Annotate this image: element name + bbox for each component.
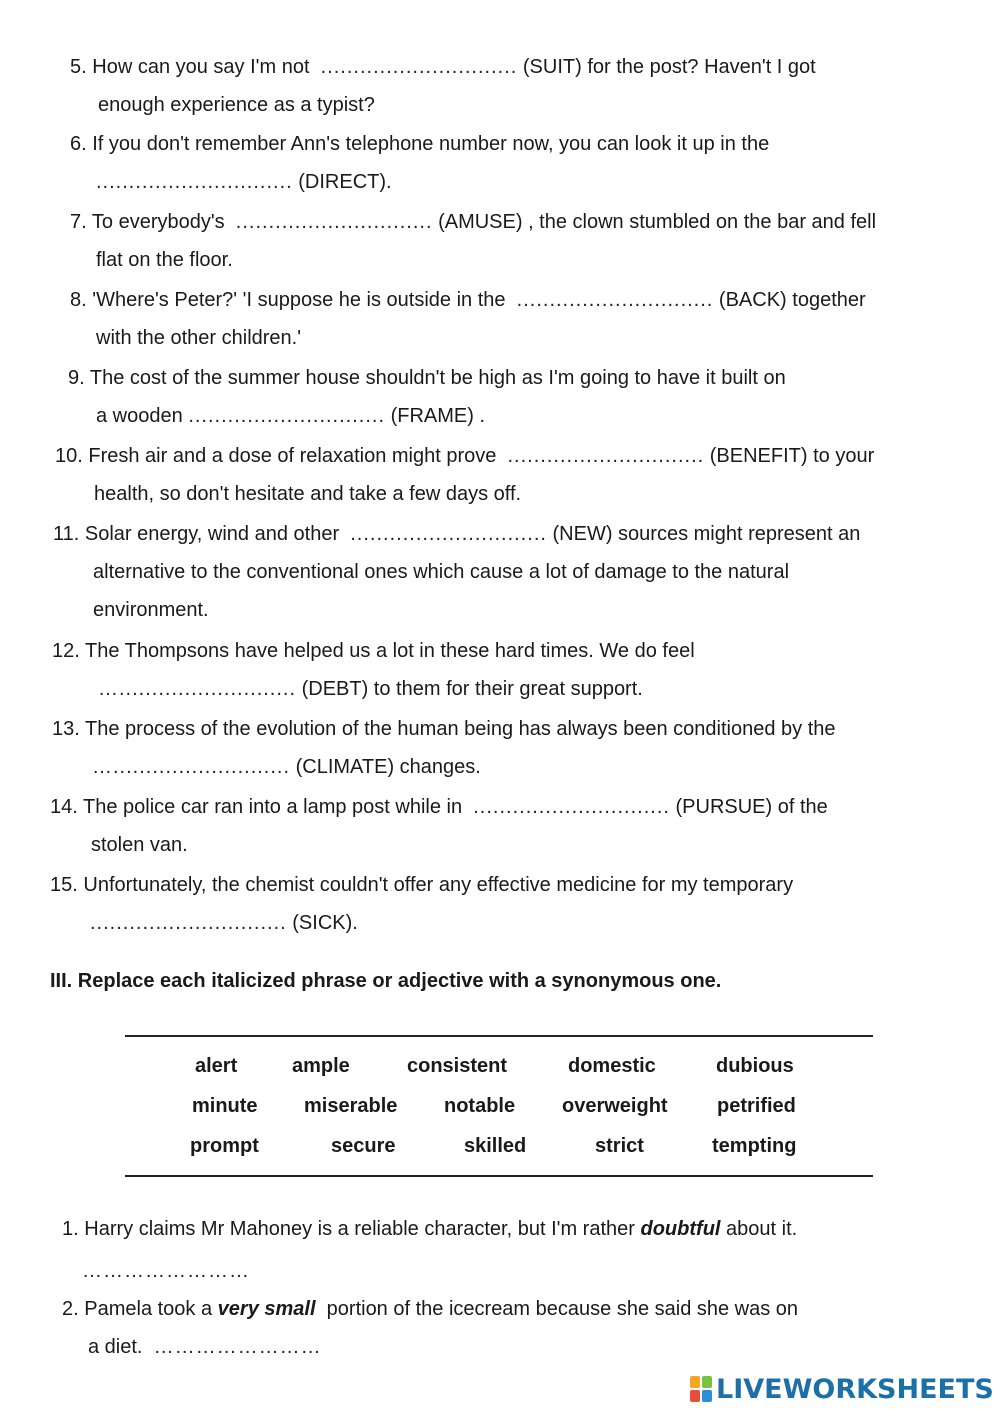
question-hint: (NEW) sources might represent an [552, 523, 861, 545]
question-text: Pamela took a [84, 1298, 213, 1320]
answer-blank[interactable]: .............................. [516, 289, 714, 311]
question-hint: (AMUSE) , the clown stumbled on the bar and fell [438, 211, 877, 233]
word-bank-item: ample [292, 1055, 350, 1077]
question-number: 15. [50, 874, 78, 896]
question-text: portion of the icecream because she said she was on [326, 1298, 799, 1320]
answer-blank[interactable]: …........................... [92, 756, 291, 778]
question-continuation: alternative to the conventional ones which cause a lot of damage to the natural [93, 561, 790, 583]
question-hint: (DEBT) to them for their great support. [301, 678, 643, 700]
question-text: 'Where's Peter?' 'I suppose he is outside in the [92, 289, 506, 311]
word-bank-item: consistent [407, 1055, 508, 1077]
question-10 [0, 437, 960, 513]
word-bank-item: tempting [712, 1135, 797, 1157]
question-number: 11. [53, 523, 80, 545]
brand-name: LIVEWORKSHEETS [716, 1373, 994, 1405]
question-hint: (FRAME) . [390, 405, 486, 427]
answer-blank[interactable]: …………………… [82, 1260, 250, 1282]
question-number: 10. [55, 445, 83, 467]
word-bank-item: miserable [304, 1095, 398, 1117]
exercise3-item-1 [0, 1210, 960, 1290]
question-number: 6. [70, 133, 87, 155]
word-bank-item: minute [192, 1095, 258, 1117]
question-hint: (PURSUE) of the [675, 796, 828, 818]
question-continuation: a diet. [88, 1336, 143, 1358]
question-continuation: with the other children.' [96, 327, 302, 349]
question-continuation: a wooden [96, 405, 183, 427]
question-text: The Thompsons have helped us a lot in these hard times. We do feel [85, 640, 695, 662]
question-8 [0, 281, 960, 357]
question-text: The process of the evolution of the human being has always been conditioned by the [85, 718, 836, 740]
question-number: 9. [68, 367, 85, 389]
question-15 [0, 866, 960, 942]
question-number: 8. [70, 289, 87, 311]
answer-blank[interactable]: …………………… [153, 1336, 322, 1358]
question-continuation: stolen van. [91, 834, 188, 856]
question-text: How can you say I'm not [92, 56, 310, 78]
question-7 [0, 203, 960, 279]
question-text: If you don't remember Ann's telephone number now, you can look it up in the [92, 133, 770, 155]
answer-blank[interactable]: .............................. [350, 523, 547, 545]
answer-blank[interactable]: .............................. [507, 445, 705, 467]
liveworksheets-logo-icon [690, 1376, 712, 1402]
word-bank [125, 1035, 873, 1177]
question-continuation: environment. [93, 599, 209, 621]
answer-blank[interactable]: .............................. [188, 405, 386, 427]
question-13 [0, 710, 960, 786]
word-bank-item: prompt [190, 1135, 259, 1157]
answer-blank[interactable]: .............................. [90, 912, 287, 934]
word-bank-item: skilled [464, 1135, 527, 1157]
question-continuation: enough experience as a typist? [98, 94, 375, 116]
question-hint: (BENEFIT) to your [709, 445, 875, 467]
word-bank-item: domestic [568, 1055, 656, 1077]
italic-phrase: very small [217, 1298, 316, 1320]
liveworksheets-logo [690, 1372, 994, 1406]
question-text: Fresh air and a dose of relaxation might prove [88, 445, 497, 467]
word-bank-item: notable [444, 1095, 516, 1117]
question-number: 2. [62, 1298, 79, 1320]
question-9 [0, 359, 960, 435]
question-12 [0, 632, 960, 708]
word-bank-item: alert [195, 1055, 238, 1077]
question-text: Harry claims Mr Mahoney is a reliable character, but I'm rather [84, 1218, 635, 1240]
answer-blank[interactable]: .............................. [235, 211, 433, 233]
italic-phrase: doubtful [640, 1218, 721, 1240]
word-bank-item: dubious [716, 1055, 794, 1077]
word-bank-item: secure [331, 1135, 396, 1157]
question-hint: (SICK). [292, 912, 358, 934]
question-14 [0, 788, 960, 864]
answer-blank[interactable]: .............................. [96, 171, 293, 193]
word-bank-item: strict [595, 1135, 644, 1157]
word-bank-item: petrified [717, 1095, 796, 1117]
question-text: To everybody's [91, 211, 225, 233]
question-text: Solar energy, wind and other [84, 523, 340, 545]
question-number: 5. [70, 56, 87, 78]
answer-blank[interactable]: .............................. [473, 796, 670, 818]
answer-blank[interactable]: …........................... [98, 678, 297, 700]
answer-blank[interactable]: .............................. [320, 56, 518, 78]
question-number: 12. [52, 640, 80, 662]
question-6 [0, 125, 960, 201]
question-5 [0, 48, 960, 124]
exercise3-item-2 [0, 1290, 960, 1366]
question-text: Unfortunately, the chemist couldn't offer any effective medicine for my temporary [83, 874, 794, 896]
question-hint: (CLIMATE) changes. [295, 756, 481, 778]
question-number: 1. [62, 1218, 79, 1240]
question-number: 13. [52, 718, 80, 740]
question-continuation: health, so don't hesitate and take a few days off. [94, 483, 522, 505]
question-hint: (SUIT) for the post? Haven't I got [522, 56, 816, 78]
question-text: about it. [726, 1218, 798, 1240]
question-continuation: flat on the floor. [96, 249, 233, 271]
word-bank-item: overweight [562, 1095, 668, 1117]
section-title: III. Replace each italicized phrase or adjective with a synonymous one. [50, 970, 722, 992]
question-hint: (BACK) together [718, 289, 866, 311]
question-number: 7. [70, 211, 87, 233]
question-11 [0, 515, 960, 629]
question-text: The cost of the summer house shouldn't be high as I'm going to have it built on [89, 367, 786, 389]
question-number: 14. [50, 796, 78, 818]
question-hint: (DIRECT). [298, 171, 392, 193]
question-text: The police car ran into a lamp post while in [83, 796, 463, 818]
